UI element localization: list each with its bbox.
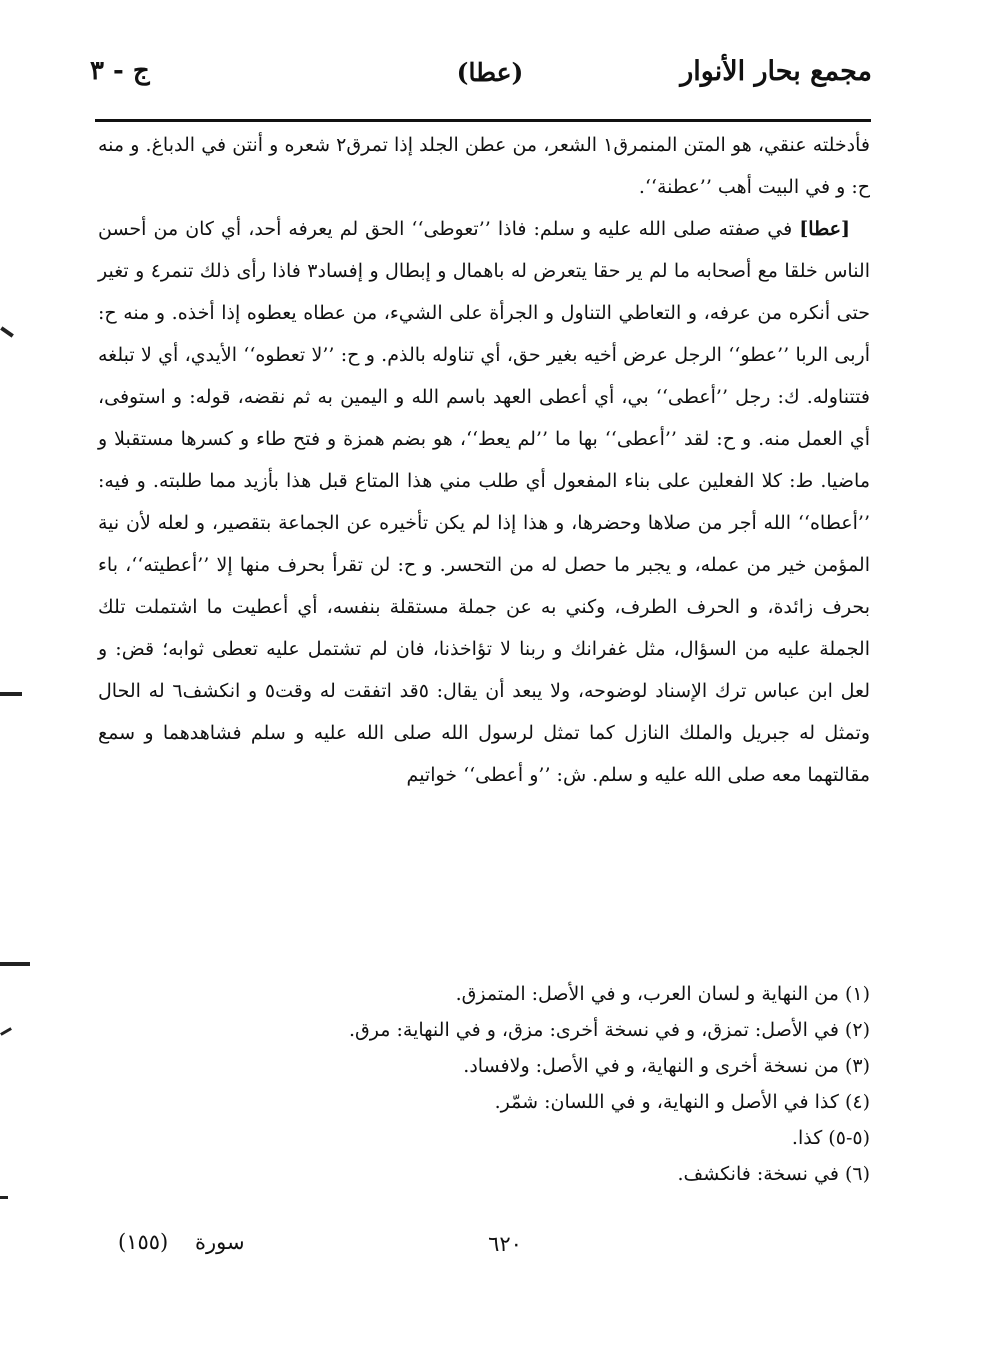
running-header bbox=[90, 56, 890, 106]
scan-edge-mark bbox=[0, 962, 30, 966]
signature-mark bbox=[118, 1230, 245, 1254]
entry-text: في صفته صلى الله عليه و سلم: فاذا ’’تعوطى‘‘ الحق لم يعرفه أحد، أي كان من أحسن الناس خلقا مع أصحابه ما لم ير حقا يتعرض له باهمال و إبطال و إفساد٣ فاذا رأى ذلك تنمر٤ و تغير حتى أنكره من عرفه، و التعاطي التناول و الجرأة على الشيء، من عطاه يعطوه إذا أخذه. و منه ح: أربى الربا ’’عطو‘‘ الرجل عرض أخيه بغير حق، أي تناوله بالذم. و ح: ’’لا تعطوه‘‘ الأيدي، أي لا تبلغه فتتناوله. ك: رجل ’’أعطى‘‘ بي، أي أعطى العهد باسم الله و اليمين به ثم نقضه، قوله: و استوفى، أي العمل منه. و ح: لقد ’’أعطى‘‘ بها ما ’’لم يعط‘‘، هو بضم همزة و فتح طاء و كسرها مستقبلا و ماضيا. ط: كلا الفعلين على بناء المفعول أي طلب مني هذا المتاع قبل هذا بأزيد مما طلبته. و فيه: ’’أعطاه‘‘ الله أجر من صلاها وحضرها، و هذا إذا لم يكن تأخيره عن الجماعة بتقصير، و لعله لأن نية المؤمن خير من عمله، و يجبر ما حصل له من التحسر. و ح: لن تقرأ بحرف منها إلا ’’أعطيته‘‘، باء بحرف زائدة، و الحرف الطرف، وكني به عن جملة مستقلة بنفسه، أي أعطيت ما اشتملت تلك الجملة عليه من السؤال، مثل غفرانك و ربنا لا تؤاخذنا، فان لم تشتمل عليه تعطى ثوابه؛ قض: و لعل ابن عباس ترك الإسناد لوضوحه، ولا يبعد أن يقال: ٥قد اتفقت له وقت٥ و انكشف٦ له الحال وتمثل له جبريل والملك النازل كما تمثل لرسول الله صلى الله عليه و سلم فشاهدهما و سمع مقالتهما معه صلى الله عليه و سلم. ش: ’’و أعطى‘‘ خواتيم bbox=[98, 218, 870, 786]
scan-edge-mark bbox=[0, 1196, 8, 1199]
scan-edge-mark bbox=[0, 692, 22, 696]
entry-headword: [عطا] bbox=[799, 218, 850, 240]
paragraph-continued: فأدخلته عنقي، هو المتن المنمرق١ الشعر، من عطن الجلد إذا تمرق٢ شعره و أنتن في الدباغ. و منه ح: و في البيت أهب ’’عطنة‘‘. bbox=[98, 134, 870, 198]
page-number: ٦٢٠ bbox=[488, 1232, 522, 1256]
book-title: مجمع بحار الأنوار bbox=[680, 56, 872, 87]
header-rule bbox=[95, 119, 871, 122]
scan-edge-mark bbox=[0, 326, 14, 337]
surah-label: سورة bbox=[194, 1230, 245, 1254]
footnote-6: (٦) في نسخة: فانكشف. bbox=[677, 1163, 870, 1185]
main-text bbox=[98, 124, 870, 796]
footnote-5: (٥-٥) كذا. bbox=[791, 1127, 870, 1149]
entry-paragraph bbox=[98, 208, 870, 796]
footnote-2: (٢) في الأصل: تمزق، و في نسخة أخرى: مزق، و في النهاية: مرق. bbox=[349, 1019, 870, 1041]
footnotes bbox=[210, 976, 870, 1192]
footnote-4: (٤) كذا في الأصل و النهاية، و في اللسان: شمّر. bbox=[494, 1091, 870, 1113]
scan-edge-mark bbox=[0, 1027, 12, 1036]
footnote-1: (١) من النهاية و لسان العرب، و في الأصل: المتمزق. bbox=[455, 983, 870, 1005]
surah-number: (١٥٥) bbox=[118, 1230, 169, 1254]
footnote-3: (٣) من نسخة أخرى و النهاية، و في الأصل: ولافساد. bbox=[463, 1055, 870, 1077]
volume-number: ج - ٣ bbox=[90, 56, 150, 86]
header-headword: (عطا) bbox=[456, 58, 524, 87]
